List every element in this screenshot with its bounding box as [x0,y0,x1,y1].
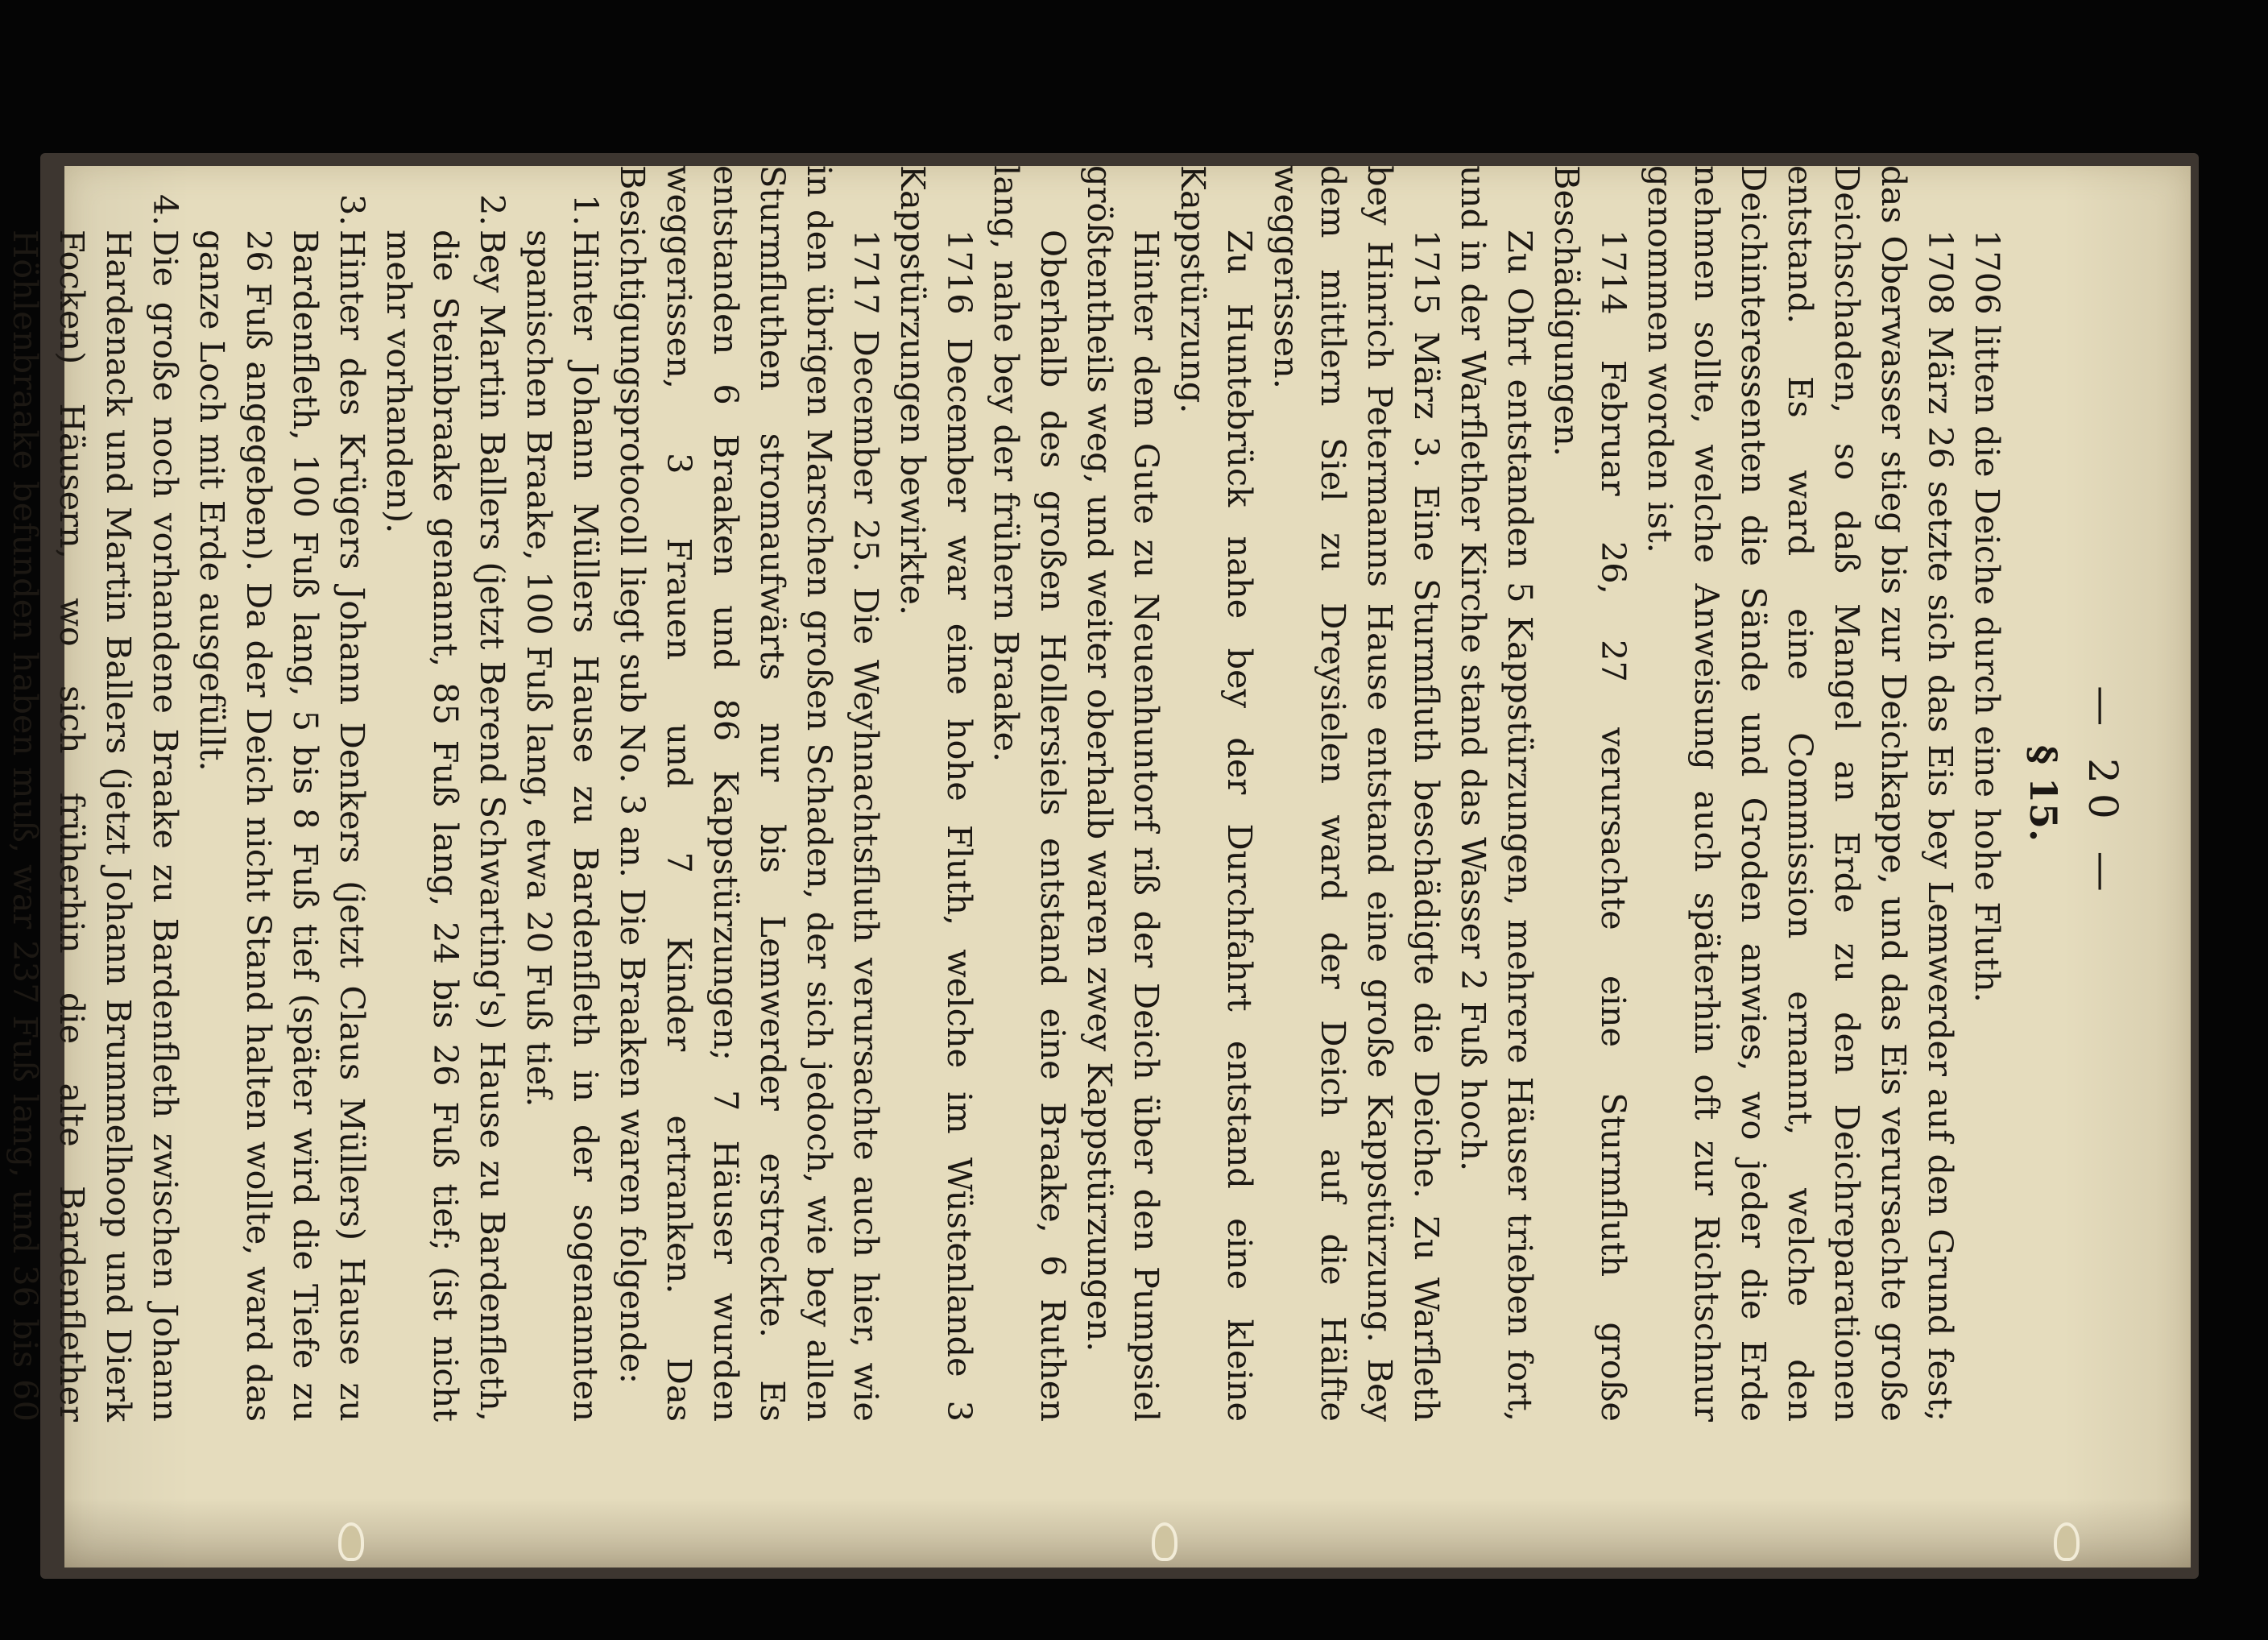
page-gutter [64,1498,2191,1568]
list-item-number: 2. [473,194,512,226]
list-item-number: 3. [333,194,372,226]
paragraph: 1708 März 26 setzte sich das Eis bey Lemwerder auf den Grund fest; das Oberwasser stieg bis zur Deichkappe, und das Eis verursachte große Deichschaden, so daß Mangel an Erde zu den Deichreparationen entstand. Es ward eine Commission ernannt, welche den Deichinteressenten die Sände und Groden anwies, wo jeder die Erde nehmen sollte, welche Anweisung auch späterhin oft zur Richtschnur genommen worden ist. [1641,165,1960,1422]
list-item-text: Hinter des Krügers Johann Denkers (jetzt Claus Müllers) Hause zu Bardenfleth, 100 Fuß lang, 5 bis 8 Fuß tief (später wird die Tiefe zu 26 Fuß angegeben). Da der Deich nicht Stand halten wollte, ward das ganze Loch mit Erde ausgefüllt. [192,230,372,1422]
list-item [188,165,375,1422]
paragraph: Hinter dem Gute zu Neuenhuntorf riß der Deich über den Pumpsiel größtentheils weg, und weiter oberhalb waren zwey Kappstürzungen. [1080,165,1166,1422]
paragraph: Zu Ohrt entstanden 5 Kappstürzungen, mehrere Häuser trieben fort, und in der Warflether Kirche stand das Wasser 2 Fuß hoch. [1454,165,1540,1422]
paragraph: 1714 Februar 26, 27 verursachte eine Sturmfluth große Beschädigungen. [1547,165,1633,1422]
list-item-number: 4. [146,194,185,226]
list-item-text: Hinter Johann Müllers Hause zu Bardenfleth in der sogenannten spanischen Braake, 100 Fuß lang, etwa 20 Fuß tief. [519,230,606,1422]
paragraph: Zu Huntebrück nahe bey der Durchfahrt entstand eine kleine Kappstürzung. [1173,165,1260,1422]
paragraph: 1716 December war eine hohe Fluth, welche im Wüstenlande 3 Kappstürzungen bewirkte. [893,165,979,1422]
list-item-text: Die große noch vorhandene Braake zu Bardenfleth zwischen Johann Hardenack und Martin Ballers (jetzt Johann Brummelhoop und Dierk Focken) Häusern, wo sich früherhin die alte Bardenflether Höhlenbraake befunden haben muß, war 237 Fuß lang, und 36 bis 60 [6,230,185,1422]
rotated-page-text [6,165,2126,1422]
page-number: — 20 — [2080,685,2126,901]
paragraph: 1706 litten die Deiche durch eine hohe Fluth. [1968,230,2007,1003]
list-item [375,165,515,1422]
paragraph: 1715 März 3. Eine Sturmfluth beschädigte die Deiche. Zu Warfleth bey Hinrich Petermanns Hause entstand eine große Kappstürzung. Bey dem mittlern Siel zu Dreysielen ward der Deich auf die Hälfte weggerissen. [1267,165,1446,1422]
paragraph: Oberhalb des großen Hollersiels entstand eine Braake, 6 Ruthen lang, nahe bey der frühern Braake. [987,165,1073,1422]
binding-stitch [338,1522,364,1561]
list-item [0,165,188,1422]
binding-stitch [2054,1522,2080,1561]
list-item-text: Bey Martin Ballers (jetzt Berend Schwarting's) Hause zu Bardenfleth, die Steinbraake genannt, 85 Fuß lang, 24 bis 26 Fuß tief; (ist nicht mehr vorhanden). [379,230,512,1422]
binding-stitch [1152,1522,1177,1561]
list-item-number: 1. [566,194,606,226]
section-heading: § 15. [2022,744,2065,843]
paragraph: 1717 December 25. Die Weyhnachtsfluth verursachte auch hier, wie in den übrigen Marschen großen Schaden, der sich jedoch, wie bey allen Sturmfluthen stromaufwärts nur bis Lemwerder erstreckte. Es entstanden 6 Braaken und 86 Kappstürzungen; 7 Häuser wurden weggerissen, 3 Frauen und 7 Kinder ertranken. Das Besichtigungsprotocoll liegt sub No. 3 an. Die Braaken waren folgende: [613,165,886,1422]
list-item [515,165,609,1422]
